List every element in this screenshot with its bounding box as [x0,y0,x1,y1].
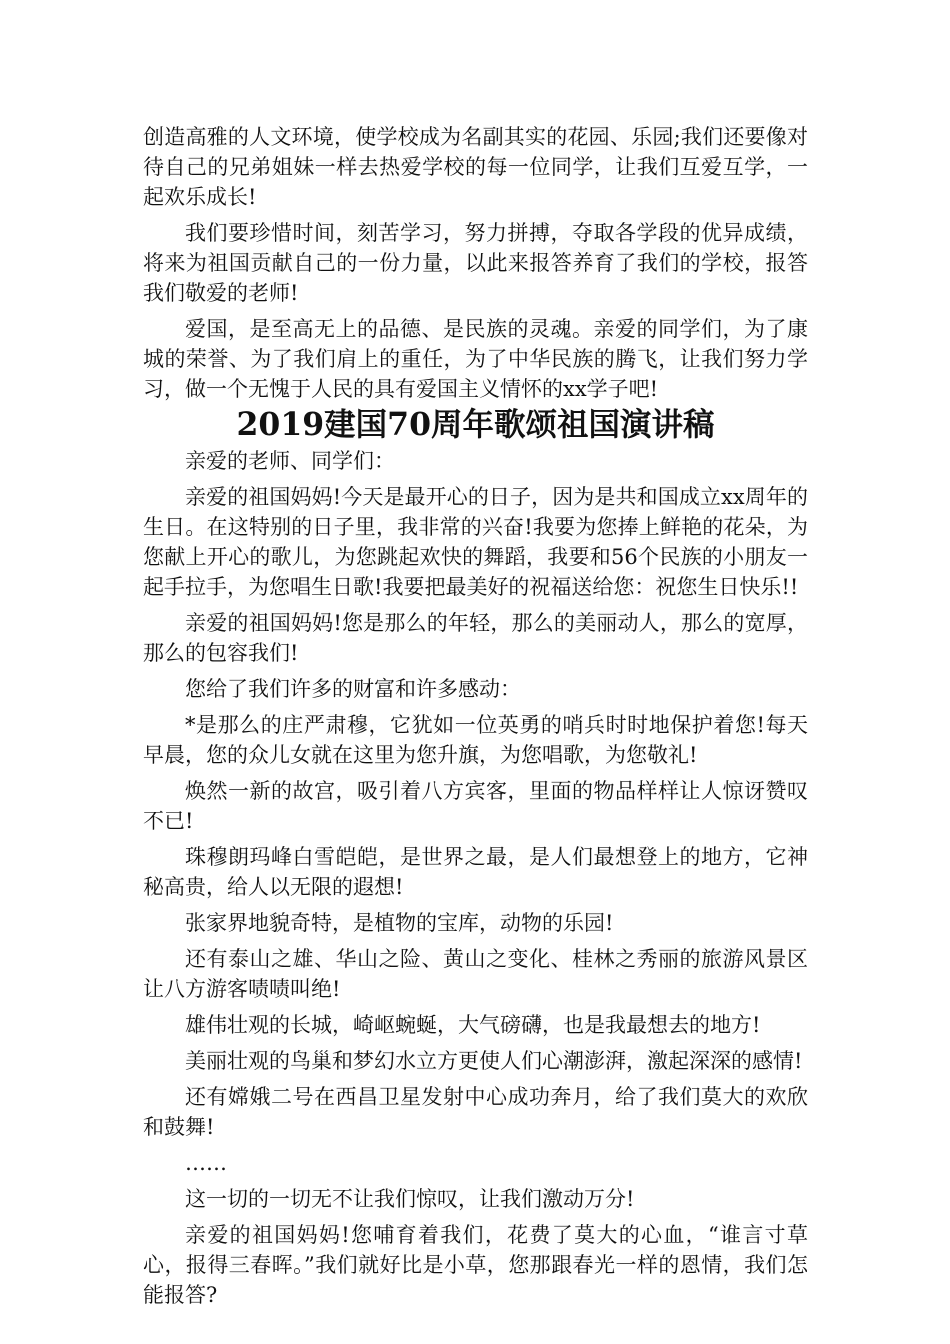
body-paragraph-7: 张家界地貌奇特，是植物的宝库，动物的乐园! [185,911,614,935]
body-paragraph-5: 焕然一新的故宫，吸引着八方宾客，里面的物品样样让人惊讶赞叹不已! [143,779,808,833]
document-page [143,122,808,1316]
body-paragraph-10: 美丽壮观的鸟巢和梦幻水立方更使人们心潮澎湃，激起深深的感情! [185,1049,803,1073]
intro-paragraph-1: 创造高雅的人文环境，使学校成为名副其实的花园、乐园;我们还要像对待自己的兄弟姐妹一样去热爱学校的每一位同学，让我们互爱互学，一起欢乐成长! [143,125,808,209]
body-paragraph-3: 您给了我们许多的财富和许多感动： [185,677,521,701]
body-paragraph-11: 还有嫦娥二号在西昌卫星发射中心成功奔月，给了我们莫大的欢欣和鼓舞! [143,1085,808,1139]
body-paragraph-12: 这一切的一切无不让我们惊叹，让我们激动万分! [185,1187,635,1211]
salutation: 亲爱的老师、同学们： [185,449,395,473]
body-paragraph-13: 亲爱的祖国妈妈!您哺育着我们，花费了莫大的心血，“谁言寸草心，报得三春晖。”我们就好比是小草，您那跟春光一样的恩情，我们怎能报答? [143,1223,808,1307]
body-paragraph-1: 亲爱的祖国妈妈!今天是最开心的日子，因为是共和国成立xx周年的生日。在这特别的日子里，我非常的兴奋!我要为您捧上鲜艳的花朵，为您献上开心的歌儿，为您跳起欢快的舞蹈，我要和56个民族的小朋友一起手拉手，为您唱生日歌!我要把最美好的祝福送给您：祝您生日快乐!! [143,485,808,599]
body-paragraph-4: *是那么的庄严肃穆，它犹如一位英勇的哨兵时时地保护着您!每天早晨，您的众儿女就在这里为您升旗，为您唱歌，为您敬礼! [143,713,808,767]
body-paragraph-8: 还有泰山之雄、华山之险、黄山之变化、桂林之秀丽的旅游风景区让八方游客啧啧叫绝! [143,947,808,1001]
ellipsis-line: …… [185,1151,227,1175]
body-paragraph-9: 雄伟壮观的长城，崎岖蜿蜒，大气磅礴，也是我最想去的地方! [185,1013,761,1037]
speech-title: 2019建国70周年歌颂祖国演讲稿 [236,406,715,443]
intro-paragraph-3: 爱国，是至高无上的品德、是民族的灵魂。亲爱的同学们，为了康城的荣誉、为了我们肩上的重任，为了中华民族的腾飞，让我们努力学习，做一个无愧于人民的具有爱国主义情怀的xx学子吧! [143,317,808,401]
body-paragraph-6: 珠穆朗玛峰白雪皑皑，是世界之最，是人们最想登上的地方，它神秘高贵，给人以无限的遐想! [143,845,808,899]
body-paragraph-2: 亲爱的祖国妈妈!您是那么的年轻，那么的美丽动人，那么的宽厚，那么的包容我们! [143,611,808,665]
intro-paragraph-2: 我们要珍惜时间，刻苦学习，努力拼搏，夺取各学段的优异成绩，将来为祖国贡献自己的一份力量，以此来报答养育了我们的学校，报答我们敬爱的老师! [143,221,808,305]
